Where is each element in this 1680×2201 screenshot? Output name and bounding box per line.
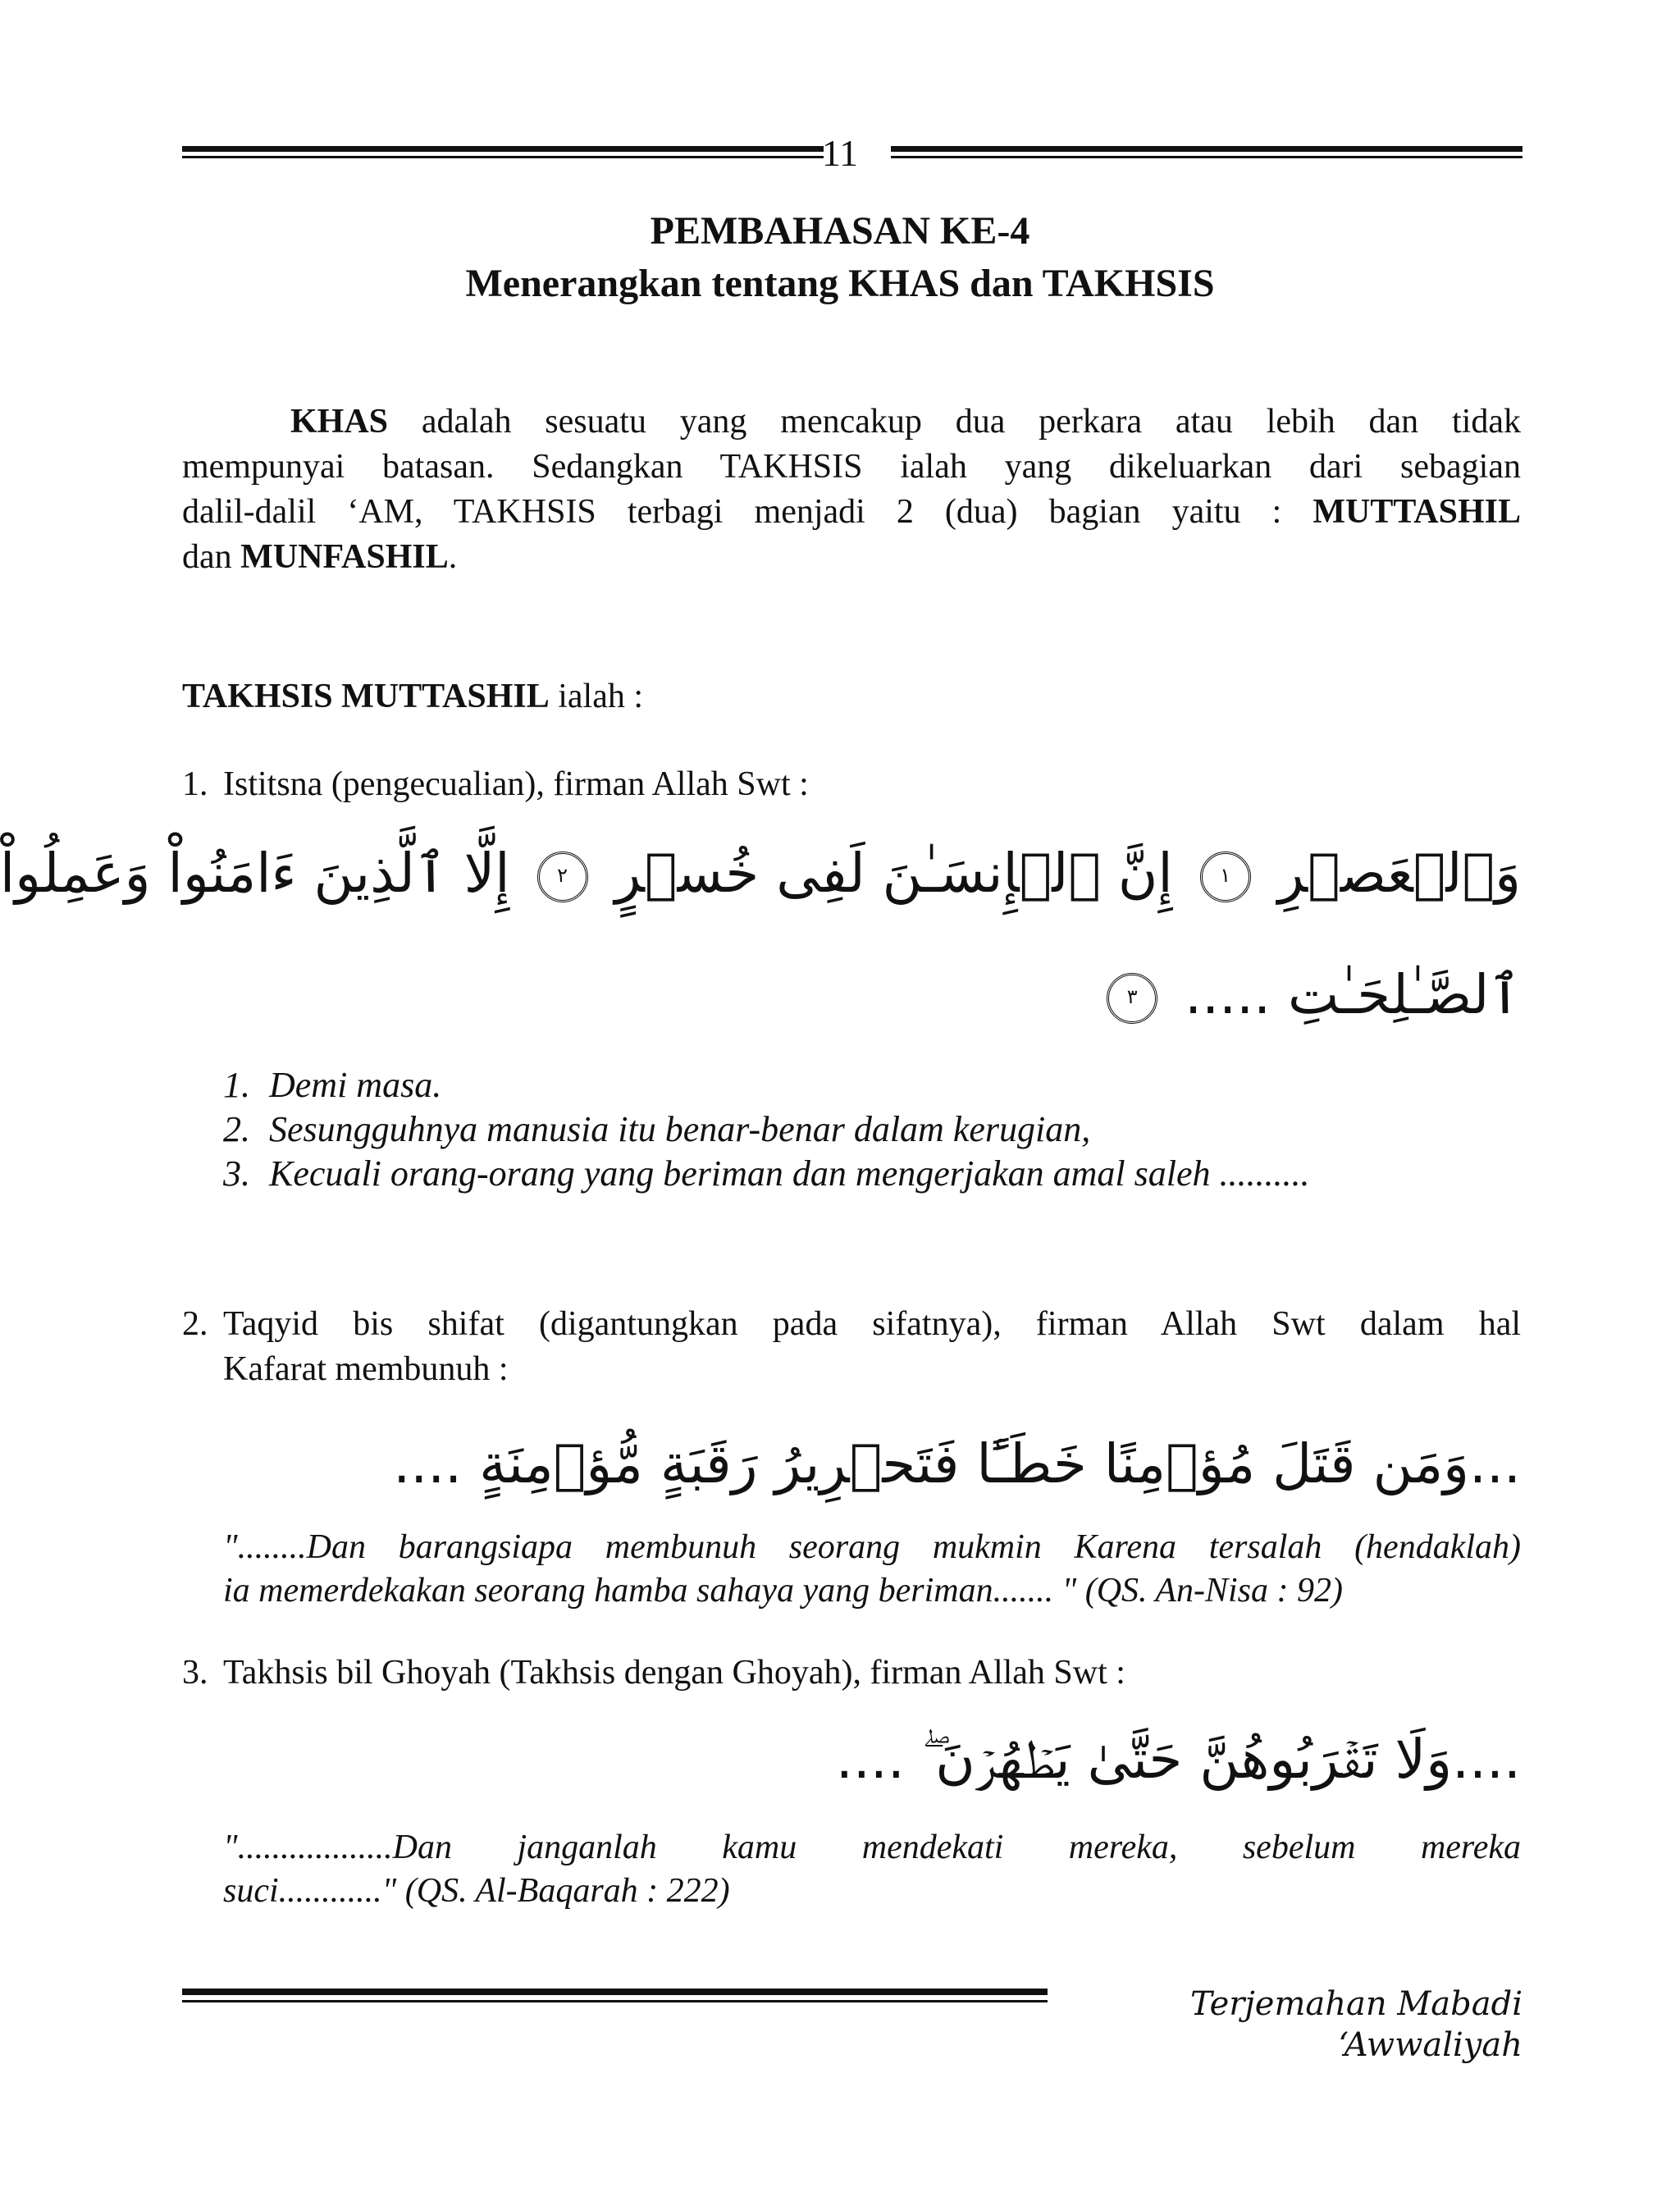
section-heading-text: ialah :	[549, 678, 644, 715]
intro-line-3-text: dalil-dalil ‘AM, TAKHSIS terbagi menjadi 2 (dua) bagian yaitu :	[182, 493, 1313, 531]
arabic-verse-1-part-2: إِنَّ ٱلۡإِنسَـٰنَ لَفِى خُسۡرٍ	[614, 842, 1173, 905]
translation-list-1	[223, 1063, 1521, 1196]
quote-3-line-1: "..................Dan janganlah kamu mendekati mereka, sebelum mereka	[223, 1829, 1521, 1866]
intro-line-4-text: dan	[182, 538, 241, 576]
arabic-verse-1-part-1: وَٱلۡعَصۡرِ	[1277, 842, 1521, 905]
translation-text-1: Demi masa.	[269, 1065, 442, 1105]
intro-line-4	[182, 535, 1521, 580]
translation-line-2	[223, 1107, 1521, 1152]
footer-book-title: Terjemahan Mabadi ‘Awwaliyah	[1190, 1985, 1522, 2064]
arabic-verse-2: ...وَمَن قَتَلَ مُؤۡمِنًا خَطَـًٔا فَتَحۡرِيرُ رَقَبَةٍ مُّؤۡمِنَةٍ ....	[393, 1432, 1521, 1495]
list-item-1	[182, 762, 1521, 807]
chapter-title: PEMBAHASAN KE-4	[650, 209, 1030, 253]
translation-text-3: Kecuali orang-orang yang beriman dan mengerjakan amal saleh ..........	[269, 1153, 1310, 1194]
list-item-2-number: 2.	[182, 1305, 208, 1343]
quote-3	[223, 1826, 1521, 1913]
list-item-3	[182, 1651, 1521, 1696]
ayah-marker-3: ٣	[1107, 973, 1157, 1024]
term-munfashil: MUNFASHIL	[240, 538, 449, 576]
arabic-verse-3: ....وَلَا تَقۡرَبُوهُنَّ حَتَّىٰ يَطۡهُرۡنَ ۖ ....	[835, 1728, 1521, 1791]
quote-2-line-1: "........Dan barangsiapa membunuh seorang mukmin Karena tersalah (hendaklah)	[223, 1528, 1521, 1566]
ayah-marker-2: ٢	[537, 852, 588, 902]
translation-number-1: 1.	[223, 1065, 250, 1105]
intro-line-3	[182, 490, 1521, 535]
translation-number-2: 2.	[223, 1109, 250, 1149]
chapter-subtitle: Menerangkan tentang KHAS dan TAKHSIS	[465, 262, 1215, 305]
quote-2-line-2: ia memerdekakan seorang hamba sahaya yang beriman....... " (QS. An-Nisa : 92)	[223, 1572, 1343, 1610]
arabic-verse-1-line-2	[1097, 958, 1521, 1032]
list-item-2-line-1: Taqyid bis shifat (digantungkan pada sifatnya), firman Allah Swt dalam hal	[223, 1305, 1521, 1343]
term-muttashil: MUTTASHIL	[1312, 493, 1521, 531]
list-item-1-number: 1.	[182, 765, 208, 803]
intro-line-1-text: adalah sesuatu yang mencakup dua perkara atau lebih dan tidak	[388, 403, 1521, 441]
list-item-3-text: Takhsis bil Ghoyah (Takhsis dengan Ghoyah), firman Allah Swt :	[223, 1654, 1125, 1692]
quote-3-line-2: suci............" (QS. Al-Baqarah : 222)	[223, 1872, 730, 1910]
arabic-verse-1-part-3: إِلَّا ٱلَّذِينَ ءَامَنُواْ وَعَمِلُواْ	[0, 842, 510, 905]
header-rule-right	[891, 146, 1522, 158]
list-item-3-number: 3.	[182, 1654, 208, 1692]
intro-line-1	[182, 400, 1521, 445]
section-heading	[182, 674, 1521, 719]
list-item-2-line-2: Kafarat membunuh :	[223, 1350, 509, 1388]
intro-paragraph	[182, 400, 1521, 580]
page-number: 11	[821, 132, 859, 174]
intro-line-4-end: .	[448, 538, 458, 576]
translation-number-3: 3.	[223, 1153, 250, 1194]
ayah-marker-1: ١	[1200, 852, 1251, 902]
translation-text-2: Sesungguhnya manusia itu benar-benar dalam kerugian,	[269, 1109, 1091, 1149]
translation-line-1	[223, 1063, 1521, 1107]
translation-line-3	[223, 1152, 1521, 1196]
quote-2	[223, 1526, 1521, 1613]
list-item-2-body	[223, 1302, 1521, 1392]
term-khas: KHAS	[290, 403, 389, 441]
section-heading-bold: TAKHSIS MUTTASHIL	[182, 678, 550, 715]
arabic-verse-1-line-1	[0, 837, 1521, 911]
arabic-verse-1-part-4: ٱلصَّـٰلِحَـٰتِ .....	[1185, 963, 1521, 1026]
footer-rule	[182, 1989, 1048, 2002]
intro-line-2: mempunyai batasan. Sedangkan TAKHSIS ialah yang dikeluarkan dari sebagian	[182, 448, 1521, 486]
list-item-2	[182, 1302, 1521, 1392]
list-item-1-text: Istitsna (pengecualian), firman Allah Swt :	[223, 765, 809, 803]
